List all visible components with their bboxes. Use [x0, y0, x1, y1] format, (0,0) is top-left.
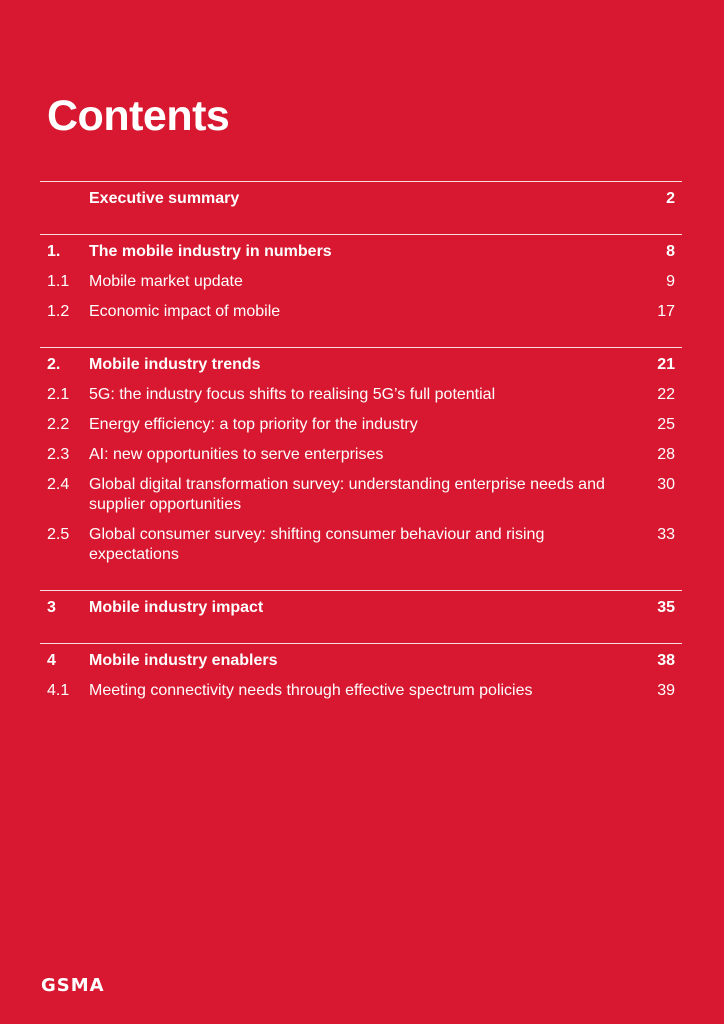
toc-entry-number: 2.2 [47, 416, 70, 433]
toc-section-executive [40, 181, 682, 234]
toc-entry-label: Meeting connectivity needs through effective spectrum policies [89, 682, 533, 699]
toc-entry-number: 2. [47, 356, 61, 373]
toc-section-1 [40, 234, 682, 347]
toc-entry-number: 1.1 [47, 273, 70, 290]
gsma-logo: GSMA [41, 975, 105, 996]
toc-entry-number: 2.1 [47, 386, 70, 403]
toc-entry[interactable] [40, 355, 682, 385]
toc-entry-label: Energy efficiency: a top priority for the industry [89, 416, 418, 433]
toc-entry[interactable] [40, 598, 682, 628]
toc-entry-number: 4.1 [47, 682, 70, 699]
toc-entry-label: Mobile industry enablers [89, 652, 278, 669]
toc-entry-page: 2 [666, 190, 675, 207]
toc-entry-page: 28 [657, 446, 675, 463]
toc-entry-page: 8 [666, 243, 675, 260]
toc-entry-number: 3 [47, 599, 56, 616]
toc-entry-page: 33 [657, 526, 675, 543]
toc-entry-page: 17 [657, 303, 675, 320]
toc-entry-page: 22 [657, 386, 675, 403]
toc-entry-label: Global consumer survey: shifting consumer behaviour and rising expectations [89, 526, 545, 563]
toc-entry[interactable] [40, 242, 682, 272]
toc-entry[interactable] [40, 445, 682, 475]
toc-entry-label: Global digital transformation survey: understanding enterprise needs and supplier opportunities [89, 476, 605, 513]
toc-entry-label: Executive summary [89, 190, 240, 207]
toc-entry-page: 39 [657, 682, 675, 699]
toc-entry-number: 2.4 [47, 476, 70, 493]
toc-section-4 [40, 643, 682, 726]
toc-entry-number: 4 [47, 652, 56, 669]
toc-entry[interactable] [40, 189, 682, 219]
table-of-contents [40, 181, 682, 726]
toc-entry-number: 2.5 [47, 526, 70, 543]
toc-entry[interactable] [40, 302, 682, 332]
toc-entry[interactable] [40, 651, 682, 681]
toc-entry-number: 2.3 [47, 446, 70, 463]
toc-entry-label: Mobile industry trends [89, 356, 261, 373]
toc-entry[interactable] [40, 385, 682, 415]
toc-entry-page: 21 [657, 356, 675, 373]
toc-entry[interactable] [40, 475, 682, 525]
toc-entry-label: 5G: the industry focus shifts to realising 5G’s full potential [89, 386, 496, 403]
toc-entry-label: AI: new opportunities to serve enterprises [89, 446, 384, 463]
page-title: Contents [47, 92, 230, 140]
toc-section-3 [40, 590, 682, 643]
toc-entry-page: 30 [657, 476, 675, 493]
toc-entry[interactable] [40, 272, 682, 302]
toc-entry-number: 1.2 [47, 303, 70, 320]
toc-entry-page: 25 [657, 416, 675, 433]
toc-entry-label: Mobile market update [89, 273, 243, 290]
toc-entry[interactable] [40, 681, 682, 711]
toc-entry-label: Economic impact of mobile [89, 303, 281, 320]
toc-entry[interactable] [40, 525, 682, 575]
toc-entry-page: 35 [657, 599, 675, 616]
toc-entry-label: The mobile industry in numbers [89, 243, 332, 260]
toc-entry-page: 38 [657, 652, 675, 669]
toc-entry[interactable] [40, 415, 682, 445]
toc-section-2 [40, 347, 682, 590]
toc-entry-page: 9 [666, 273, 675, 290]
toc-entry-number: 1. [47, 243, 61, 260]
toc-entry-label: Mobile industry impact [89, 599, 264, 616]
